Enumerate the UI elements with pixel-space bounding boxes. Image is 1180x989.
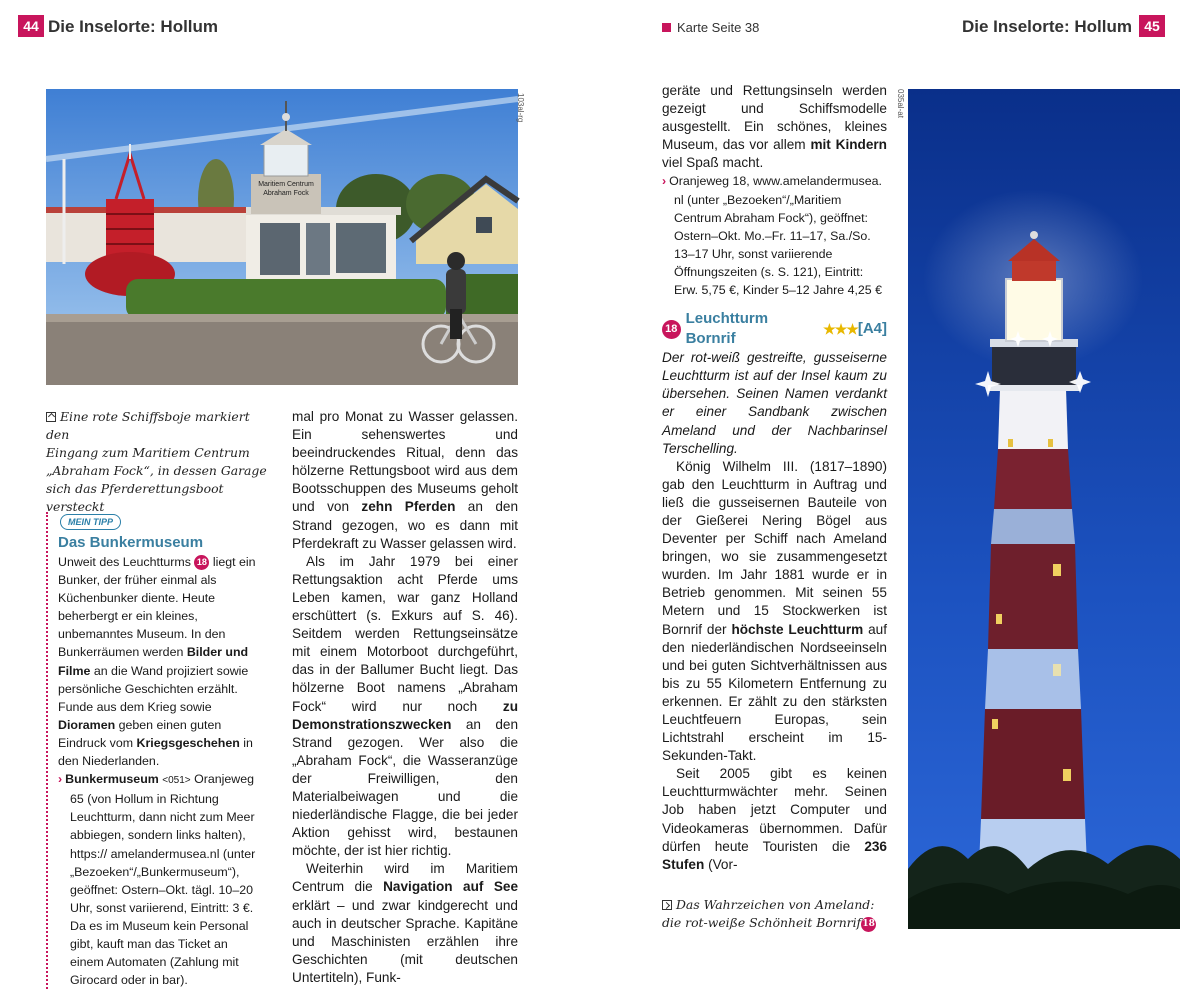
caption-left-line1: Eine rote Schiffsboje markiert den [46,409,250,442]
lighthouse-illustration [908,89,1180,929]
caption-arrow-right-icon [662,900,672,910]
caption-right-line1: Das Wahrzeichen von Ameland: [662,896,887,914]
tip-info: › Bunkermuseum <051> Oranjeweg 65 (von Hollum in Richtung Leuchtturm, dann nicht zum Meer abbiegen, sondern links halten), https:// amelandermusea.nl (unter „Bezoeken“/„Bunkermuseum“), geöffnet: Ostern–Okt. tägl. 10–20 Uhr, sonst variierend, Eintritt: 3 €. Da es im Museum kein Personal gibt, kauft man das Ticket an einem Automaten (Zahlung mit Girocard oder in bar). [58,772,256,988]
caption-right-line2: die rot-weiße Schönheit Bornrif18 [662,915,875,930]
info-arrow-icon: › [662,174,667,189]
museum-sign-line1: Maritiem Centrum [258,181,314,188]
lighthouse-bornrif-photo [908,89,1180,929]
poi-number-badge[interactable]: 18 [194,555,209,570]
right-page-number: 45 [1139,15,1165,37]
column-3-text [662,82,887,874]
poi-heading-leuchtturm [662,309,887,349]
tip-box-bunkermuseum [46,512,262,989]
right-photo-credit: 035al-at [896,89,905,118]
left-photo-credit: 103al-rg [516,93,525,123]
column-2-text [292,408,518,987]
col3-paragraph-2: König Wilhelm III. (1817–1890) gab den Leuchtturm in Auftrag und ließ die gusseisernen Bauteile von der Gießerei Nering Bögel aus Deventer per Schiff nach Ameland bringen, wo sie zusammengesetzt wurden. Im Jahr 1881 wurde er in Betrieb genommen. Mit seinen 55 Metern und 15 Stockwerken ist Bornrif der höchste Leuchtturm auf den niederländischen Nordseeinseln und bei guten Sichtverhältnissen aus bis zu 55 Kilometern Entfernung zu erkennen. Er zählt zu den stärksten Leuchtfeuern Europas, sein Lichtstrahl erscheint im 15-Sekunden-Takt. [662,458,887,764]
caption-left-line3: „Abraham Fock“, in dessen Garage [46,463,267,478]
info-arrow-icon: › [58,772,63,787]
tip-info-text: Oranjeweg 65 (von Hollum in Richtung Leuchtturm, dann nicht zum Meer abbiegen, sondern links halten), https:// amelandermusea.nl (unter „Bezoeken“/„Bunkermuseum“), geöffnet: Ostern–Okt. tägl. 10–20 Uhr, sonst variierend, Eintritt: 3 €. Da es im Museum kein Personal gibt, kauft man das Ticket an einem Automaten (Zahlung mit Girocard oder in bar). [70,772,256,988]
left-page-number: 44 [18,15,44,37]
poi-number-badge[interactable]: 18 [861,917,876,932]
right-running-head: Die Inselorte: Hollum [961,17,1132,36]
tip-info-code: <051> [162,775,191,787]
map-square-icon [662,23,671,32]
col3-paragraph-1: geräte und Rettungsinseln werden gezeigt und Schiffsmodelle ausgestellt. Ein schönes, kleines Museum, das vor allem mit Kindern viel Spaß macht. [662,83,887,171]
map-grid-reference[interactable]: [A4] [857,320,887,338]
poi-title: Leuchtturm Bornrif [685,310,769,348]
museum-sign-line2: Abraham Fock [263,190,309,197]
caption-arrow-up-icon [46,412,56,422]
left-running-head: Die Inselorte: Hollum [48,17,219,36]
poi-lead: Der rot-weiß gestreifte, gusseiserne Leuchtturm ist auf der Insel kaum zu übersehen. Seinen Namen verdankt er einer Sandbank zwischen Ameland und der Nachbarinsel Terschelling. [662,350,887,456]
maritime-museum-illustration [46,89,518,385]
poi-number-badge[interactable]: 18 [662,320,681,339]
caption-left-line4: sich das Pferderettungsboot versteckt [46,481,224,514]
map-reference-label: Karte Seite 38 [677,20,760,35]
col2-paragraph-2: Als im Jahr 1979 bei einer Rettungsaktion acht Pferde ums Leben kamen, war ganz Holland erschüttert (s. Exkurs auf S. 46). Seitdem werden Rettungseinsätze mit einem Motorboot durchgeführt, das in der Ballumer Bucht liegt. Das hölzerne Boot namens „Abraham Fock“ wird nur noch zu Demonstrationszwecken an den Strand gezogen. Wer also die „Abraham Fock“, die Wasseranzüge der Freiwilligen, den Materialbeiwagen und die niederländische Flagge, die bei jeder Aktion gehisst wird, bestaunen möchte, der ist hier richtig. [292,553,519,859]
col2-paragraph-3: Weiterhin wird im Maritiem Centrum die Navigation auf See erklärt – und zwar kindgerecht und auch in deutscher Sprache. Kapitäne und Maschinisten erzählen ihre Geschichten (mit deutschen Untertiteln), Funk- [292,861,519,985]
tip-title: Das Bunkermuseum [58,534,204,551]
mein-tipp-badge: MEIN TIPP [60,514,121,530]
col3-paragraph-3: Seit 2005 gibt es keinen Leuchtturmwächter mehr. Seinen Job haben jetzt Computer und Videokameras übernommen. Dafür dürfen heute Touristen die 236 Stufen (Vor- [662,766,887,872]
right-photo-caption [662,896,887,932]
col2-paragraph-1: mal pro Monat zu Wasser gelassen. Ein sehenswertes und beeindruckendes Ritual, denn das hölzerne Rettungsboot wird aus dem Bootsschuppen des Museums geholt und von zehn Pferden an den Strand gezogen, wo es dann mit Pferdekraft zu Wasser gelassen wird. [292,409,518,551]
tip-description: Unweit des Leuchtturms 18 liegt ein Bunker, der früher einmal als Küchenbunker diente. Heute beherbergt er ein kleines, unbemanntes Museum. In den Bunkerräumen werden Bilder und Filme an die Wand projiziert sowie persönliche Geschichten erzählt. Funde aus dem Krieg sowie Dioramen geben einen guten Eindruck vom Kriegsgeschehen in den Niederlanden. [58,555,256,769]
left-photo-caption [46,408,270,516]
rating-stars-icon: ★★★ [823,321,858,338]
col3-info: › Oranjeweg 18, www.amelandermusea. nl (unter „Bezoeken“/„Maritiem Centrum Abraham Fock“), geöffnet: Ostern–Okt. Mo.–Fr. 11–17, Sa./So. 13–17 Uhr, sonst variierende Öffnungszeiten (s. S. 121), Eintritt: Erw. 5,75 €, Kinder 5–12 Jahre 4,25 € [662,174,883,298]
maritime-museum-photo [46,89,518,385]
caption-left-line2: Eingang zum Maritiem Centrum [46,445,250,460]
map-reference[interactable] [662,18,759,38]
